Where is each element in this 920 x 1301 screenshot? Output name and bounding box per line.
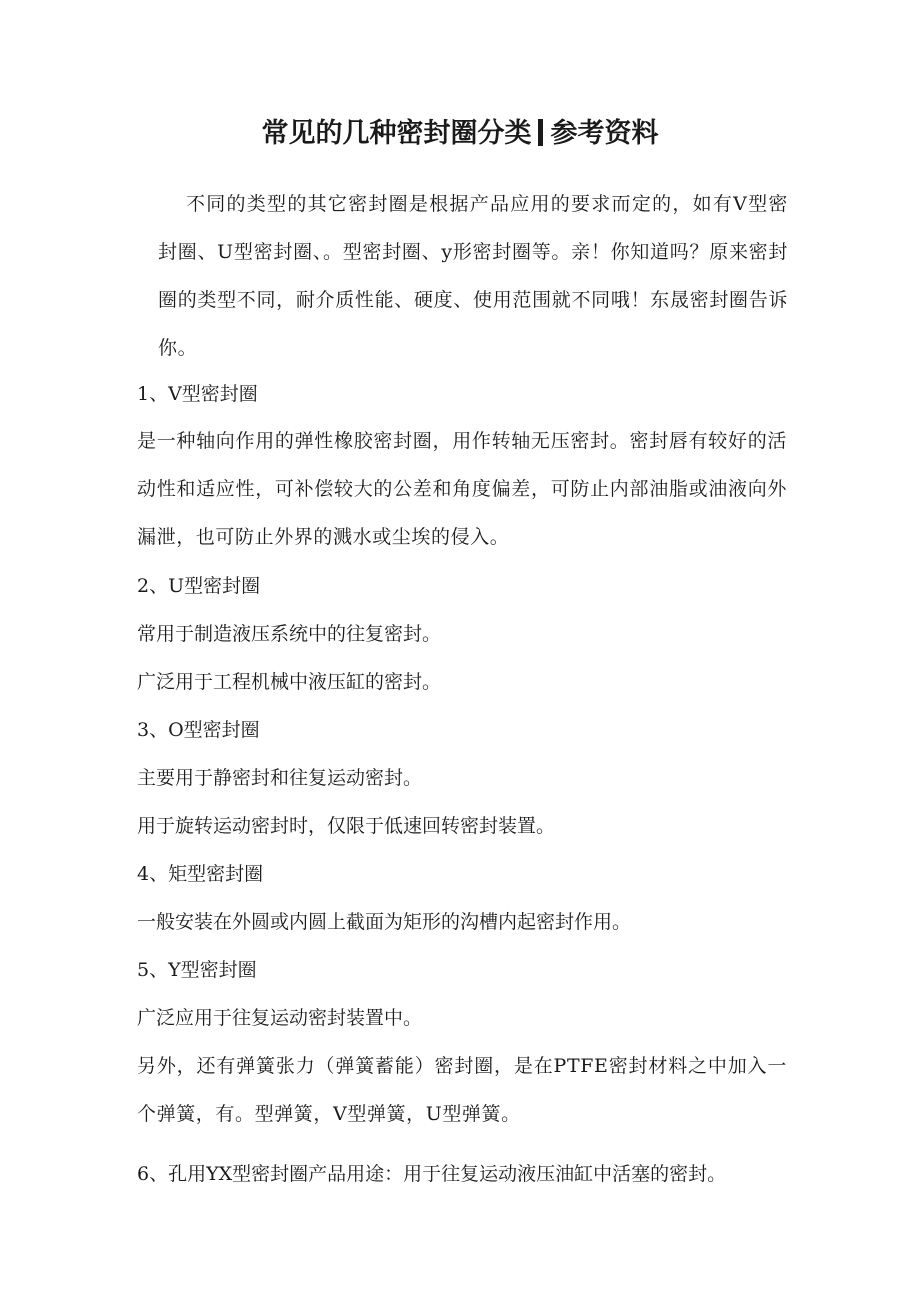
section-heading-yx-seal: 6、孔用YX型密封圈产品用途：用于往复运动液压油缸中活塞的密封。: [137, 1163, 727, 1185]
section-heading-v-seal: 1、V型密封圈: [137, 383, 258, 405]
title-divider-bar: [538, 119, 543, 146]
section-heading-rect-seal: 4、矩型密封圈: [137, 863, 264, 885]
section-heading-o-seal: 3、O型密封圈: [137, 719, 260, 741]
section-paragraph: 广泛应用于往复运动密封装置中。: [137, 1007, 423, 1029]
section-paragraph: 另外，还有弹簧张力（弹簧蓄能）密封圈，是在PTFE密封材料之中加入一个弹簧，有。型弹簧，V型弹簧，U型弹簧。: [137, 1055, 787, 1125]
title-main-text: 常见的几种密封圈分类: [261, 118, 532, 149]
section-paragraph: 常用于制造液压系统中的往复密封。: [137, 623, 442, 645]
section-heading-u-seal: 2、U型密封圈: [137, 575, 261, 597]
intro-paragraph: 不同的类型的其它密封圈是根据产品应用的要求而定的，如有V型密封圈、U型密封圈、。型密封圈、y形密封圈等。亲！你知道吗？原来密封圈的类型不同，耐介质性能、硬度、使用范围就不同哦！东晟密封圈告诉你。: [158, 193, 788, 359]
section-paragraph: 是一种轴向作用的弹性橡胶密封圈，用作转轴无压密封。密封唇有较好的活动性和适应性，可补偿较大的公差和角度偏差，可防止内部油脂或油液向外漏泄，也可防止外界的溅水或尘埃的侵入。: [137, 430, 787, 548]
section-heading-y-seal: 5、Y型密封圈: [137, 959, 257, 981]
section-paragraph: 一般安装在外圆或内圆上截面为矩形的沟槽内起密封作用。: [137, 911, 632, 933]
section-paragraph: 主要用于静密封和往复运动密封。: [137, 767, 423, 789]
section-paragraph: 广泛用于工程机械中液压缸的密封。: [137, 671, 442, 693]
document-title: [0, 112, 920, 156]
title-sub-text: 参考资料: [550, 118, 659, 149]
section-paragraph: 用于旋转运动密封时，仅限于低速回转密封装置。: [137, 815, 556, 837]
